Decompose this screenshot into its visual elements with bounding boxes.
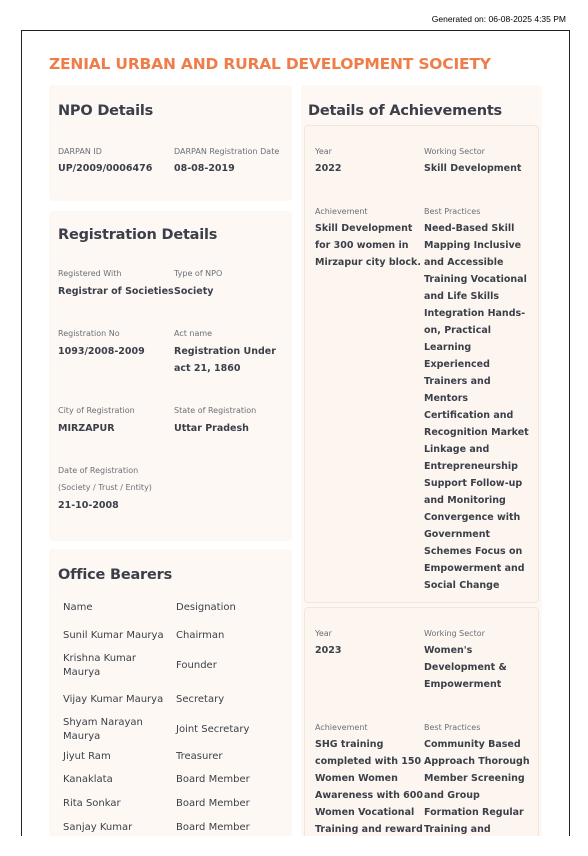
text-line: completed with 150 bbox=[315, 756, 422, 767]
year-value: 2022 bbox=[315, 163, 342, 174]
registration-no-label: Registration No bbox=[58, 329, 120, 338]
text-line: and Group bbox=[424, 790, 480, 801]
darpan-date-label: DARPAN Registration Date bbox=[174, 147, 280, 156]
registration-details-title: Registration Details bbox=[58, 227, 218, 243]
text-line: Support Follow-up bbox=[424, 478, 523, 489]
registration-details-card bbox=[49, 211, 292, 541]
text-line: Women's bbox=[424, 645, 473, 656]
text-line: Need-Based Skill bbox=[424, 223, 515, 234]
text-line: Linkage and bbox=[424, 444, 490, 455]
achievement-card-2022 bbox=[304, 125, 539, 603]
text-line: Convergence with bbox=[424, 512, 521, 523]
achievement-card-2023 bbox=[304, 607, 539, 836]
generated-timestamp: Generated on: 06-08-2025 4:35 PM bbox=[431, 14, 566, 24]
darpan-id-label: DARPAN ID bbox=[58, 147, 102, 156]
text-line: Training and bbox=[424, 824, 491, 835]
text-line: Schemes Focus on bbox=[424, 546, 523, 557]
text-line: Social Change bbox=[424, 580, 500, 591]
achievements-panel bbox=[301, 85, 542, 836]
darpan-id-value: UP/2009/0006476 bbox=[58, 163, 153, 174]
office-bearer-designation: Board Member bbox=[176, 774, 250, 785]
office-bearer-designation: Founder bbox=[176, 660, 217, 671]
npo-type-label: Type of NPO bbox=[174, 269, 223, 278]
text-line: Entrepreneurship bbox=[424, 461, 518, 472]
state-value: Uttar Pradesh bbox=[174, 423, 249, 434]
working-sector-label: Working Sector bbox=[424, 147, 485, 156]
office-bearer-designation: Treasurer bbox=[176, 751, 223, 762]
text-line: Experienced bbox=[424, 359, 490, 370]
text-line: Training Vocational bbox=[424, 274, 527, 285]
text-line: and Accessible bbox=[424, 257, 504, 268]
text-line: on, Practical bbox=[424, 325, 491, 336]
office-bearer-designation: Board Member bbox=[176, 822, 250, 833]
text-line: Women Women bbox=[315, 773, 398, 784]
office-bearers-name-header: Name bbox=[63, 602, 93, 613]
page-frame bbox=[21, 30, 570, 836]
text-line: Women Vocational bbox=[315, 807, 415, 818]
registered-with-label: Registered With bbox=[58, 269, 122, 278]
registration-date-label-line2: (Society / Trust / Entity) bbox=[58, 483, 152, 492]
office-bearer-name: Sunil Kumar Maurya bbox=[63, 630, 164, 641]
registration-date-value: 21-10-2008 bbox=[58, 500, 119, 511]
office-bearer-name: Rita Sonkar bbox=[63, 798, 121, 809]
office-bearer-name: Shyam Narayan Maurya bbox=[63, 717, 143, 742]
text-line: Trainers and bbox=[424, 376, 491, 387]
organization-title: ZENIAL URBAN AND RURAL DEVELOPMENT SOCIETY bbox=[49, 55, 491, 73]
text-line: Integration Hands- bbox=[424, 308, 526, 319]
office-bearer-designation: Joint Secretary bbox=[176, 724, 250, 735]
text-line: Member Screening bbox=[424, 773, 525, 784]
text-line: Mirzapur city block. bbox=[315, 257, 421, 268]
npo-type-value: Society bbox=[174, 286, 214, 297]
text-line: Development & bbox=[424, 662, 507, 673]
city-label: City of Registration bbox=[58, 406, 135, 415]
office-bearer-designation: Board Member bbox=[176, 798, 250, 809]
registration-no-value: 1093/2008-2009 bbox=[58, 346, 145, 357]
text-line: Empowerment bbox=[424, 679, 502, 690]
achievement-label: Achievement bbox=[315, 723, 368, 732]
act-name-value-line1: Registration Under bbox=[174, 346, 276, 357]
text-line: Formation Regular bbox=[424, 807, 524, 818]
office-bearer-name: Jiyut Ram bbox=[63, 751, 111, 762]
state-label: State of Registration bbox=[174, 406, 257, 415]
text-line: and Monitoring bbox=[424, 495, 506, 506]
act-name-value-line2: act 21, 1860 bbox=[174, 363, 241, 374]
text-line: Mentors bbox=[424, 393, 469, 404]
registration-date-label-line1: Date of Registration bbox=[58, 466, 139, 475]
office-bearer-name: Kanaklata bbox=[63, 774, 113, 785]
office-bearers-title: Office Bearers bbox=[58, 567, 173, 583]
text-line: Skill Development bbox=[315, 223, 413, 234]
text-line: Training and reward bbox=[315, 824, 423, 835]
text-line: Approach Thorough bbox=[424, 756, 530, 767]
text-line: Certification and bbox=[424, 410, 514, 421]
year-label: Year bbox=[315, 629, 332, 638]
text-line: Empowerment and bbox=[424, 563, 525, 574]
best-practices-label: Best Practices bbox=[424, 723, 481, 732]
npo-details-card bbox=[49, 85, 292, 201]
achievement-label: Achievement bbox=[315, 207, 368, 216]
office-bearers-designation-header: Designation bbox=[176, 602, 236, 613]
text-line: Learning bbox=[424, 342, 472, 353]
text-line: Awareness with 600 bbox=[315, 790, 423, 801]
text-line: Community Based bbox=[424, 739, 521, 750]
npo-details-title: NPO Details bbox=[58, 103, 154, 119]
office-bearer-name: Sanjay Kumar bbox=[63, 822, 133, 833]
best-practices-label: Best Practices bbox=[424, 207, 481, 216]
registered-with-value: Registrar of Societies bbox=[58, 286, 174, 297]
year-value: 2023 bbox=[315, 645, 342, 656]
text-line: Mapping Inclusive bbox=[424, 240, 522, 251]
text-line: SHG training bbox=[315, 739, 384, 750]
darpan-date-value: 08-08-2019 bbox=[174, 163, 235, 174]
act-name-label: Act name bbox=[174, 329, 213, 338]
office-bearers-card bbox=[49, 549, 292, 836]
text-line: and Life Skills bbox=[424, 291, 500, 302]
office-bearer-name: Vijay Kumar Maurya bbox=[63, 694, 164, 705]
text-line: Government bbox=[424, 529, 491, 540]
text-line: for 300 women in bbox=[315, 240, 409, 251]
working-sector-value: Skill Development bbox=[424, 163, 522, 174]
office-bearer-designation: Secretary bbox=[176, 694, 225, 705]
office-bearer-name: Krishna Kumar Maurya bbox=[63, 653, 137, 678]
working-sector-label: Working Sector bbox=[424, 629, 485, 638]
achievements-title: Details of Achievements bbox=[308, 103, 502, 119]
year-label: Year bbox=[315, 147, 332, 156]
city-value: MIRZAPUR bbox=[58, 423, 115, 434]
text-line: Recognition Market bbox=[424, 427, 529, 438]
office-bearer-designation: Chairman bbox=[176, 630, 225, 641]
